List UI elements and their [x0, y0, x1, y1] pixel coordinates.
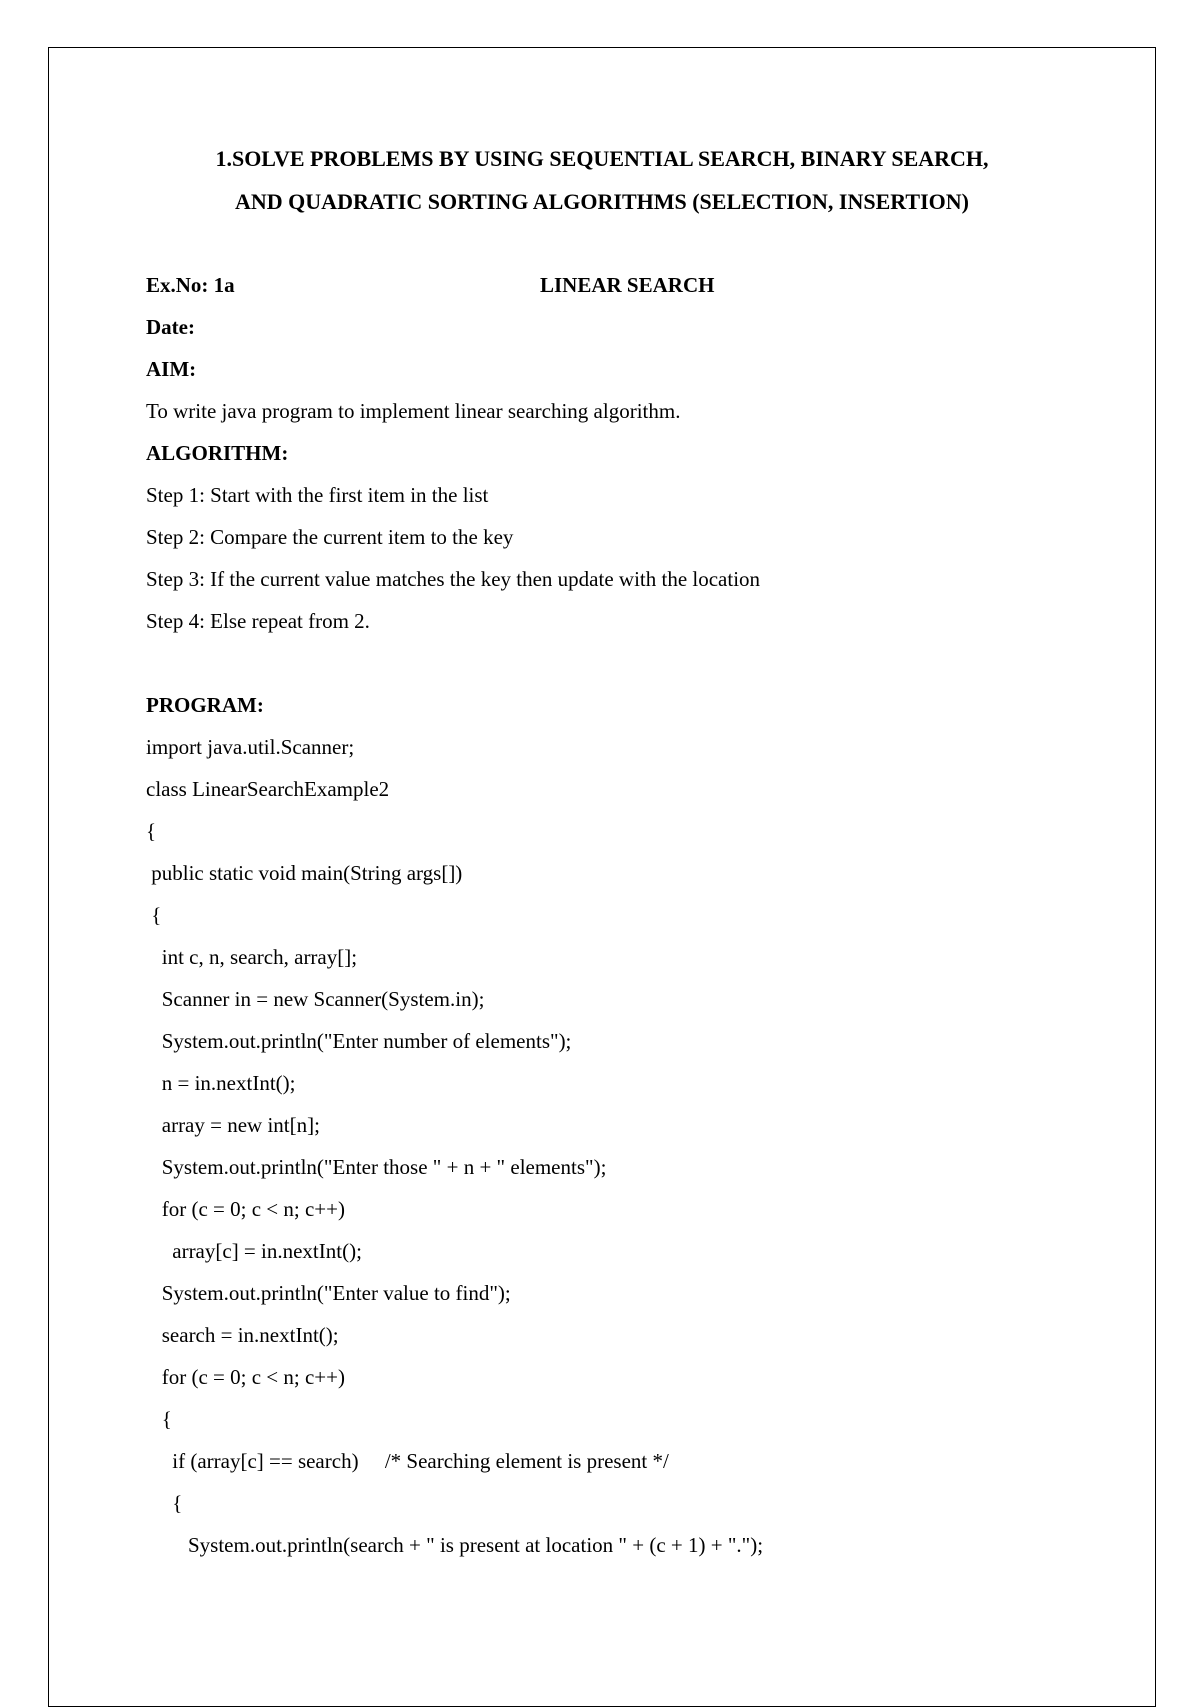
exercise-number: Ex.No: 1a	[146, 273, 235, 297]
date-label: Date:	[146, 315, 195, 339]
code-line: class LinearSearchExample2	[146, 777, 390, 801]
code-line: int c, n, search, array[];	[146, 945, 358, 969]
code-line: array = new int[n];	[146, 1113, 320, 1137]
code-line: {	[146, 903, 162, 927]
code-line: {	[146, 1491, 183, 1515]
code-line: search = in.nextInt();	[146, 1323, 339, 1347]
algorithm-step: Step 4: Else repeat from 2.	[146, 609, 370, 633]
aim-text: To write java program to implement linear searching algorithm.	[146, 399, 681, 423]
document-heading-line-2: AND QUADRATIC SORTING ALGORITHMS (SELECTION, INSERTION)	[235, 189, 969, 214]
code-line: System.out.println("Enter those " + n + " elements");	[146, 1155, 607, 1179]
program-heading: PROGRAM:	[146, 693, 264, 717]
code-line: for (c = 0; c < n; c++)	[146, 1365, 345, 1389]
algorithm-step: Step 2: Compare the current item to the key	[146, 525, 514, 549]
code-line: Scanner in = new Scanner(System.in);	[146, 987, 485, 1011]
aim-heading: AIM:	[146, 357, 197, 381]
algorithm-step: Step 1: Start with the first item in the list	[146, 483, 489, 507]
code-line: System.out.println("Enter value to find");	[146, 1281, 511, 1305]
code-line: System.out.println(search + " is present at location " + (c + 1) + ".");	[146, 1533, 764, 1557]
code-line: {	[146, 819, 157, 843]
code-line: import java.util.Scanner;	[146, 735, 355, 759]
code-line: array[c] = in.nextInt();	[146, 1239, 362, 1263]
code-line: public static void main(String args[])	[146, 861, 463, 885]
code-line: {	[146, 1407, 172, 1431]
exercise-title: LINEAR SEARCH	[540, 273, 715, 297]
document-heading-line-1: 1.SOLVE PROBLEMS BY USING SEQUENTIAL SEARCH, BINARY SEARCH,	[215, 146, 989, 171]
algorithm-step: Step 3: If the current value matches the key then update with the location	[146, 567, 761, 591]
algorithm-heading: ALGORITHM:	[146, 441, 289, 465]
code-line: if (array[c] == search) /* Searching element is present */	[146, 1449, 669, 1473]
code-line: for (c = 0; c < n; c++)	[146, 1197, 345, 1221]
code-line: n = in.nextInt();	[146, 1071, 296, 1095]
code-line: System.out.println("Enter number of elements");	[146, 1029, 572, 1053]
